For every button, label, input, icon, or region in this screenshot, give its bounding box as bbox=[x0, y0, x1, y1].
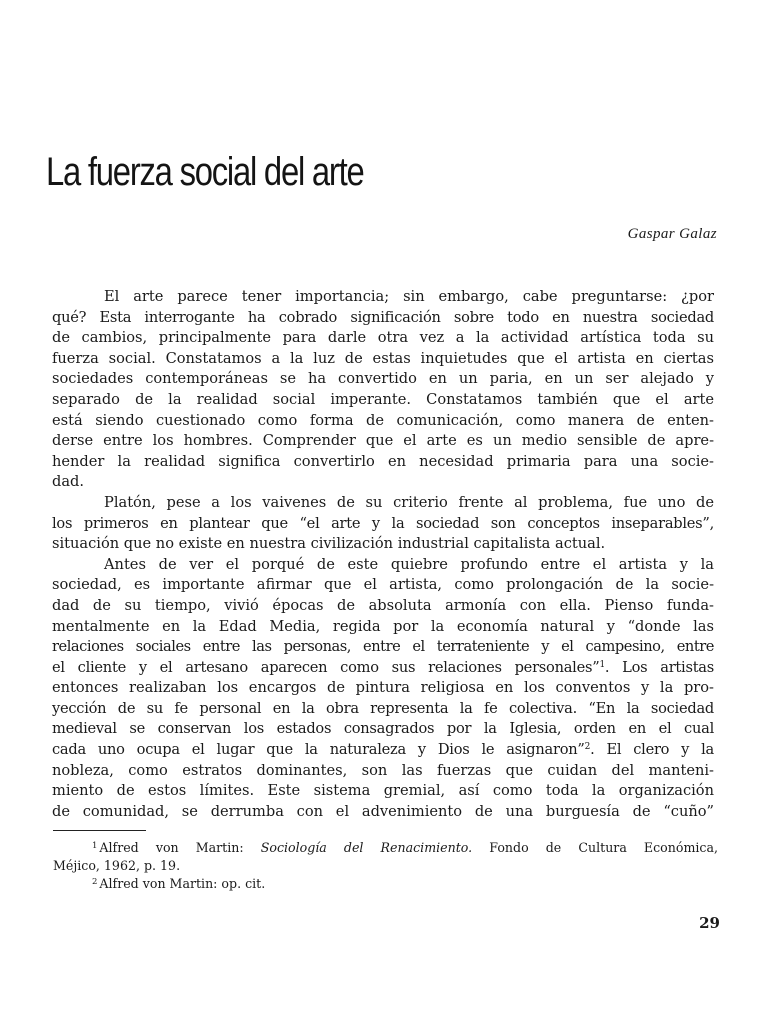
footnote-text: Alfred von Martin: op. cit. bbox=[99, 876, 266, 891]
footnote-reference: 2 bbox=[584, 742, 591, 753]
footnote-publisher: Fondo de Cultura Económica, bbox=[489, 840, 718, 855]
page-number: 29 bbox=[699, 914, 720, 932]
body-line: Platón, pese a los vaivenes de su criterio frente al problema, fue uno de bbox=[104, 493, 714, 511]
footnote-reference: 1 bbox=[599, 659, 605, 670]
body-line: nobleza, como estratos dominantes, son las fuerzas que cuidan del manteni- bbox=[52, 761, 714, 779]
body-line: mentalmente en la Edad Media, regida por la economía natural y “donde las bbox=[52, 617, 714, 635]
body-text-fragment: . Los artistas bbox=[604, 658, 714, 676]
body-text-fragment: el cliente y el artesano aparecen como sus relaciones personales” bbox=[52, 658, 600, 676]
article-body bbox=[52, 287, 714, 822]
body-line: Antes de ver el porqué de este quiebre profundo entre el artista y la bbox=[104, 555, 714, 573]
body-line: miento de estos límites. Este sistema gremial, así como toda la organización bbox=[52, 782, 714, 800]
body-line bbox=[52, 658, 714, 679]
footnote-number: 1 bbox=[92, 841, 98, 851]
body-line: fuerza social. Constatamos a la luz de estas inquietudes que el artista en ciertas bbox=[52, 349, 714, 367]
footnote-1 bbox=[53, 839, 718, 857]
body-line: dad de su tiempo, vivió épocas de absoluta armonía con ella. Pienso funda- bbox=[52, 596, 714, 614]
footnote-2 bbox=[53, 875, 718, 893]
body-text-fragment: . El clero y la bbox=[590, 741, 714, 759]
body-line: relaciones sociales entre las personas, entre el terrateniente y el campesino, entre bbox=[52, 638, 714, 656]
body-line: situación que no existe en nuestra civilización industrial capitalista actual. bbox=[52, 535, 606, 553]
article-title: La fuerza social del arte bbox=[46, 150, 364, 194]
body-line bbox=[52, 740, 714, 761]
footnote-book-title: Sociología del Renacimiento. bbox=[260, 840, 473, 855]
body-line: de comunidad, se derrumba con el advenimiento de una burguesía de “cuño” bbox=[52, 802, 714, 820]
body-line: entonces realizaban los encargos de pintura religiosa en los conventos y la pro- bbox=[52, 679, 714, 697]
body-line: los primeros en plantear que “el arte y la sociedad son conceptos inseparables”, bbox=[52, 514, 714, 532]
body-line: medieval se conservan los estados consagrados por la Iglesia, orden en el cual bbox=[52, 720, 714, 738]
body-line: separado de la realidad social imperante. Constatamos también que el arte bbox=[52, 390, 714, 408]
body-line: yección de su fe personal en la obra representa la fe colectiva. “En la sociedad bbox=[52, 699, 714, 717]
body-line: derse entre los hombres. Comprender que el arte es un medio sensible de apre- bbox=[52, 432, 714, 450]
body-text-fragment: cada uno ocupa el lugar que la naturaleza y Dios le asignaron” bbox=[52, 741, 585, 759]
body-line: está siendo cuestionado como forma de comunicación, como manera de enten- bbox=[52, 411, 714, 429]
author-name: Gaspar Galaz bbox=[627, 226, 717, 242]
footnote-divider bbox=[53, 830, 146, 831]
footnote-number: 2 bbox=[92, 877, 98, 887]
footnotes bbox=[53, 839, 718, 893]
body-line: dad. bbox=[52, 473, 85, 491]
footnote-author: Alfred von Martin: bbox=[99, 840, 244, 855]
body-line: qué? Esta interrogante ha cobrado significación sobre todo en nuestra sociedad bbox=[52, 308, 714, 326]
body-line: sociedades contemporáneas se ha convertido en un paria, en un ser alejado y bbox=[52, 370, 714, 388]
body-line: sociedad, es importante afirmar que el artista, como prolongación de la socie- bbox=[52, 576, 714, 594]
body-line: hender la realidad significa convertirlo en necesidad primaria para una socie- bbox=[52, 452, 714, 470]
body-line: El arte parece tener importancia; sin embargo, cabe preguntarse: ¿por bbox=[104, 288, 714, 305]
body-line: de cambios, principalmente para darle otra vez a la actividad artística toda su bbox=[52, 329, 714, 347]
footnote-1-continuation: Méjico, 1962, p. 19. bbox=[53, 858, 181, 873]
